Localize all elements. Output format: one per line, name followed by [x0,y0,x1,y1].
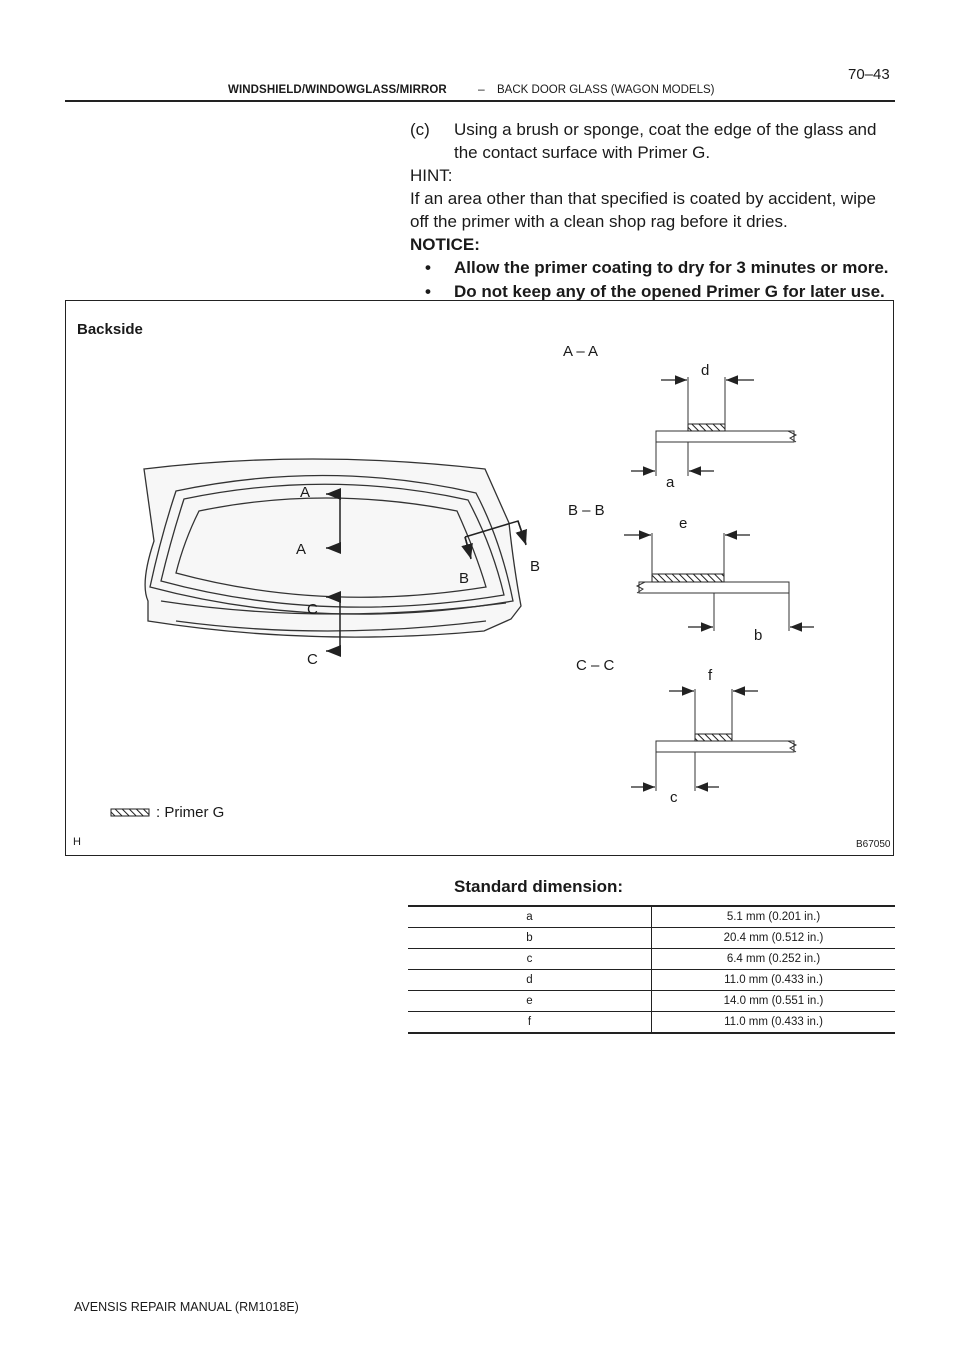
figure-code: B67050 [856,839,891,850]
dim-value: 20.4 mm (0.512 in.) [652,928,896,949]
dim-key: f [408,1012,652,1034]
dim-label-c: c [670,789,678,806]
dim-value: 11.0 mm (0.433 in.) [652,1012,896,1034]
header-rule [65,100,895,102]
figure-frame [65,300,894,856]
dim-label-a: a [666,474,675,491]
section-label-bb: B – B [568,502,605,519]
step-marker: (c) [410,120,430,139]
dim-value: 14.0 mm (0.551 in.) [652,991,896,1012]
dim-label-e: e [679,515,688,532]
section-title: WINDSHIELD/WINDOWGLASS/MIRROR [228,84,447,96]
subsection-title: BACK DOOR GLASS (WAGON MODELS) [497,84,715,96]
notice-item-2: Do not keep any of the opened Primer G for later use. [454,282,885,301]
dim-key: d [408,970,652,991]
table-row [408,949,895,970]
table-row [408,970,895,991]
standard-dimension-table [408,905,895,1034]
table-row [408,991,895,1012]
page-number: 70–43 [848,66,890,83]
dim-value: 5.1 mm (0.201 in.) [652,906,896,928]
primer-swatch [111,809,149,816]
mark-b-left: B [459,570,470,587]
back-door-glass-diagram [66,301,892,854]
footer-manual-title: AVENSIS REPAIR MANUAL (RM1018E) [74,1300,299,1314]
dim-key: a [408,906,652,928]
notice-item-1: Allow the primer coating to dry for 3 minutes or more. [454,258,889,277]
mark-c-top: C [307,601,318,618]
step-line-2: the contact surface with Primer G. [454,143,711,162]
mark-a-bottom: A [296,541,307,558]
dim-label-d: d [701,362,710,379]
hint-line-2: off the primer with a clean shop rag before it dries. [410,212,788,231]
dim-value: 6.4 mm (0.252 in.) [652,949,896,970]
table-row [408,906,895,928]
mark-b-right: B [530,558,541,575]
dim-value: 11.0 mm (0.433 in.) [652,970,896,991]
dim-key: c [408,949,652,970]
figure-corner-letter: H [73,836,81,848]
bullet-icon: • [425,258,431,277]
table-row [408,1012,895,1034]
table-row [408,928,895,949]
mark-a-top: A [300,484,311,501]
dim-label-f: f [708,667,713,684]
mark-c-bottom: C [307,651,318,668]
bullet-icon: • [425,282,431,301]
dim-key: b [408,928,652,949]
dim-key: e [408,991,652,1012]
hint-line-1: If an area other than that specified is coated by accident, wipe [410,189,876,208]
standard-dimension-title: Standard dimension: [454,877,624,896]
section-label-cc: C – C [576,657,615,674]
notice-label: NOTICE: [410,235,480,254]
hint-label: HINT: [410,166,453,185]
legend-label: : Primer G [156,804,225,821]
header-dash: – [478,82,485,96]
step-line-1: Using a brush or sponge, coat the edge of the glass and [454,120,877,139]
dim-label-b: b [754,627,763,644]
view-label: Backside [77,321,143,338]
section-label-aa: A – A [563,343,599,360]
